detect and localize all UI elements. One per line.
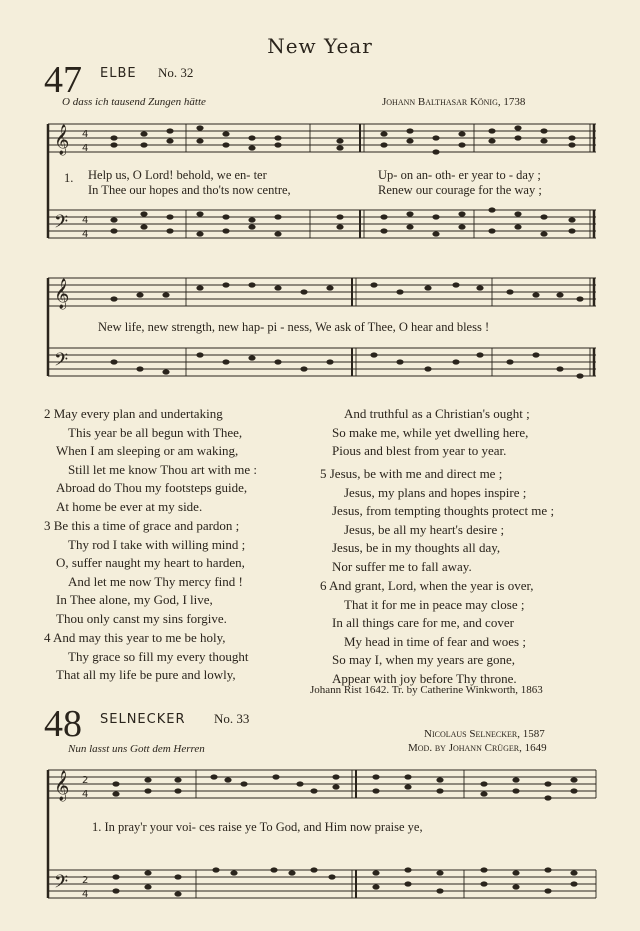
hymn-number: 48 [44,703,82,745]
original-first-line: O dass ich tausend Zungen hätte [62,96,206,108]
verse-line: That it for me in peace may close ; [344,596,525,612]
verse-line: 4 And may this year to me be holy, [44,630,226,645]
svg-text:4: 4 [82,129,89,140]
verse-line: Pious and blest from year to year. [332,443,507,459]
tune-reference: No. 32 [158,65,194,80]
lyric-line: 1. In pray'r your voi- ces raise ye To God, and Him now praise ye, [92,820,423,834]
svg-text:4: 4 [82,143,89,154]
lyric-line: In Thee our hopes and tho'ts now centre, [88,183,291,197]
section-title: New Year [267,34,373,58]
verse-line: In Thee alone, my God, I live, [56,592,213,608]
verse-line: At home be ever at my side. [56,498,203,514]
svg-text:𝄞: 𝄞 [54,771,70,801]
verse-line: And truthful as a Christian's ought ; [344,406,530,421]
verse-line: 6 And grant, Lord, when the year is over, [320,578,534,593]
verse-3 [44,517,245,629]
verse-line: In all things care for me, and cover [332,615,514,631]
verse-6 [320,577,534,689]
svg-text:𝄞: 𝄞 [54,279,70,309]
svg-text:𝄢: 𝄢 [54,872,69,897]
verse-line: Thou only canst my sins forgive. [56,610,227,626]
svg-text:𝄢: 𝄢 [54,212,69,237]
verse-2 [44,405,257,517]
verse-line: Nor suffer me to fall away. [332,558,472,574]
verse-line: 5 Jesus, be with me and direct me ; [320,466,503,481]
svg-text:2: 2 [82,775,89,786]
verse-line: That all my life be pure and lowly, [56,667,236,683]
verse-line: 2 May every plan and undertaking [44,406,223,421]
svg-text:2: 2 [82,875,89,886]
verse-line: Thy grace so fill my every thought [68,648,249,664]
svg-text:4: 4 [82,789,89,800]
svg-text:4: 4 [82,215,89,226]
svg-text:4: 4 [82,229,89,240]
lyric-line: Renew our courage for the way ; [378,183,542,197]
original-first-line: Nun lasst uns Gott dem Herren [68,743,205,755]
verse-line: So make me, while yet dwelling here, [332,424,529,440]
lyric-line: New life, new strength, new hap- pi - ness, We ask of Thee, O hear and bless ! [98,320,490,334]
tune-name: SELNECKER [100,712,186,727]
verse-line: Still let me know Thou art with me : [68,461,257,477]
svg-text:4: 4 [82,889,89,900]
verse-number: 1. [64,171,74,185]
verse-line: Abroad do Thou my footsteps guide, [56,480,248,496]
lyric-line: Help us, O Lord! behold, we en- ter [88,168,267,182]
verse-line: Jesus, be all my heart's desire ; [344,521,505,537]
verse-line: O, suffer naught my heart to harden, [56,555,245,571]
tune-reference: No. 33 [214,711,250,726]
verse-line: 3 Be this a time of grace and pardon ; [44,518,240,533]
verse-line: When I am sleeping or am waking, [56,443,239,459]
verse-line: And let me now Thy mercy find ! [68,573,243,589]
verse-line: So may I, when my years are gone, [332,652,516,668]
verse-4-continued [320,405,530,461]
verse-5 [320,465,554,577]
svg-text:𝄢: 𝄢 [54,350,69,375]
verse-line: Appear with joy before Thy throne. [332,670,517,686]
composer-credit: Mod. by Johann Crüger, 1649 [408,742,547,754]
composer-credit: Johann Balthasar König, 1738 [382,96,526,108]
svg-text:𝄞: 𝄞 [54,125,70,155]
verse-line: My head in time of fear and woes ; [344,633,526,649]
hymn-number: 47 [44,59,82,101]
lyric-line: Up- on an- oth- er year to - day ; [378,168,541,182]
verse-line: This year be all begun with Thee, [68,424,243,440]
verse-line: Jesus, be in my thoughts all day, [332,540,501,556]
tune-name: ELBE [100,66,137,81]
text-attribution: Johann Rist 1642. Tr. by Catherine Winkworth, 1863 [310,684,543,696]
verse-line: Jesus, from tempting thoughts protect me ; [332,503,555,519]
verse-line: Jesus, my plans and hopes inspire ; [344,484,527,500]
verse-4 [44,629,249,685]
verse-line: Thy rod I take with willing mind ; [68,536,246,552]
composer-credit: Nicolaus Selnecker, 1587 [424,728,545,740]
